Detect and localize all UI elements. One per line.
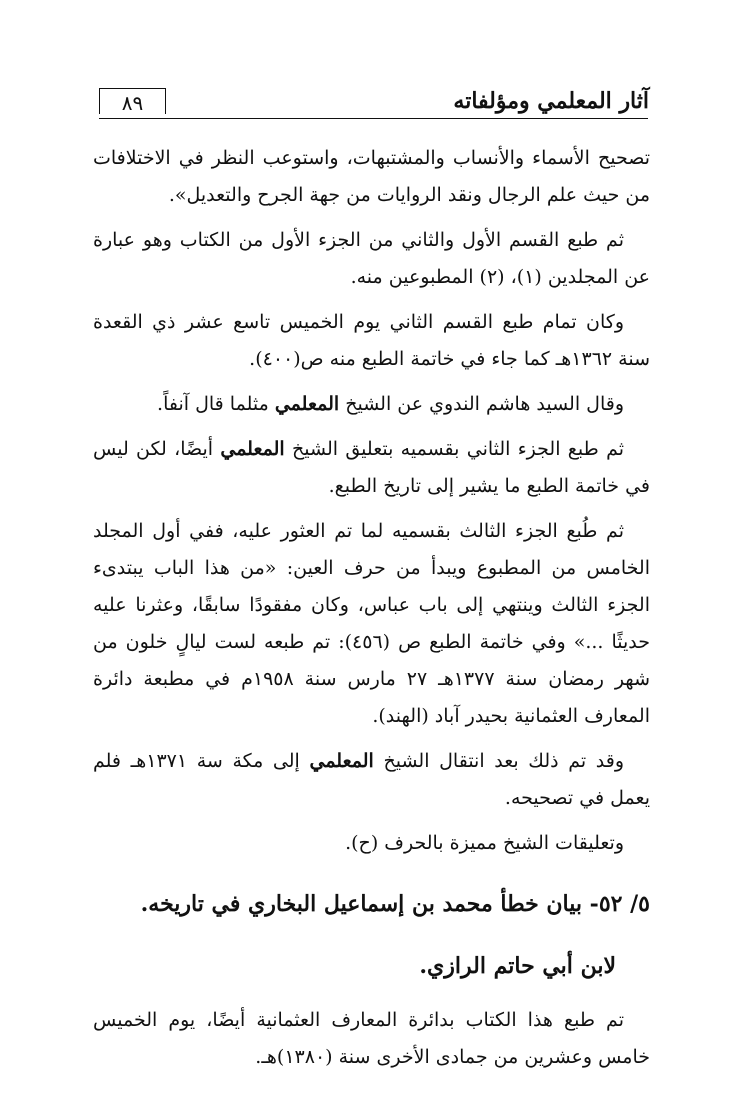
section-paragraph-text: تم طبع هذا الكتاب بدائرة المعارف العثمانية أيضًا، يوم الخميس خامس وعشرين من جمادى الأخرى سنة (١٣٨٠)هـ. xyxy=(93,1009,650,1068)
paragraph-1 xyxy=(93,140,650,214)
header-rule xyxy=(99,118,648,119)
paragraph-3 xyxy=(93,304,650,378)
paragraph-4 xyxy=(93,386,650,423)
paragraph-8-text: وتعليقات الشيخ مميزة بالحرف (ح). xyxy=(345,832,624,854)
section-subheading: لابن أبي حاتم الرازي. xyxy=(419,953,616,979)
paragraph-4-text-end: مثلما قال آنفاً. xyxy=(157,393,275,415)
paragraph-7-text: وقد تم ذلك بعد انتقال الشيخ xyxy=(373,750,624,772)
paragraph-5-text-end: أيضًا، لكن ليس في خاتمة الطبع ما يشير إلى تاريخ الطبع. xyxy=(93,438,650,497)
section-paragraph xyxy=(93,1002,650,1076)
author-name: المعلمي xyxy=(309,750,374,772)
author-name: المعلمي xyxy=(220,438,285,460)
section-heading: ٥/ ٥٢- بيان خطأ محمد بن إسماعيل البخاري في تاريخه. xyxy=(140,891,650,917)
body-text xyxy=(93,140,650,1076)
paragraph-5 xyxy=(93,431,650,505)
paragraph-7-text-end: إلى مكة سة ١٣٧١هـ فلم يعمل في تصحيحه. xyxy=(93,750,650,809)
paragraph-4-text: وقال السيد هاشم الندوي عن الشيخ xyxy=(339,393,624,415)
paragraph-1-text: تصحيح الأسماء والأنساب والمشتبهات، واستوعب النظر في الاختلافات من حيث علم الرجال ونقد الروايات من جهة الجرح والتعديل». xyxy=(93,147,650,206)
paragraph-3-text: وكان تمام طبع القسم الثاني يوم الخميس تاسع عشر ذي القعدة سنة ١٣٦٢هـ كما جاء في خاتمة الطبع منه ص(٤٠٠). xyxy=(93,311,650,370)
page-number: ٨٩ xyxy=(99,88,166,114)
author-name: المعلمي xyxy=(274,393,340,415)
paragraph-7 xyxy=(93,743,650,817)
running-head: آثار المعلمي ومؤلفاته xyxy=(453,88,649,114)
paragraph-8 xyxy=(93,825,650,862)
paragraph-2-text: ثم طبع القسم الأول والثاني من الجزء الأول من الكتاب وهو عبارة عن المجلدين (١)، (٢) المطبوعين منه. xyxy=(93,229,650,288)
paragraph-2 xyxy=(93,222,650,296)
paragraph-6-text: ثم طُبع الجزء الثالث بقسميه لما تم العثور عليه، ففي أول المجلد الخامس من المطبوع ويبدأ من حرف العين: «من هذا الباب يبتدىء الجزء الثالث وينتهي إلى باب عباس، وكان مفقودًا سابقًا، وعثرنا عليه حديثًا ...» وفي خاتمة الطبع ص (٤٥٦): تم طبعه لست ليالٍ خلون من شهر رمضان سنة ١٣٧٧هـ ٢٧ مارس سنة ١٩٥٨م في مطبعة دائرة المعارف العثمانية بحيدر آباد (الهند). xyxy=(93,520,651,727)
paragraph-6 xyxy=(93,513,650,735)
paragraph-5-text: ثم طبع الجزء الثاني بقسميه بتعليق الشيخ xyxy=(284,438,624,460)
